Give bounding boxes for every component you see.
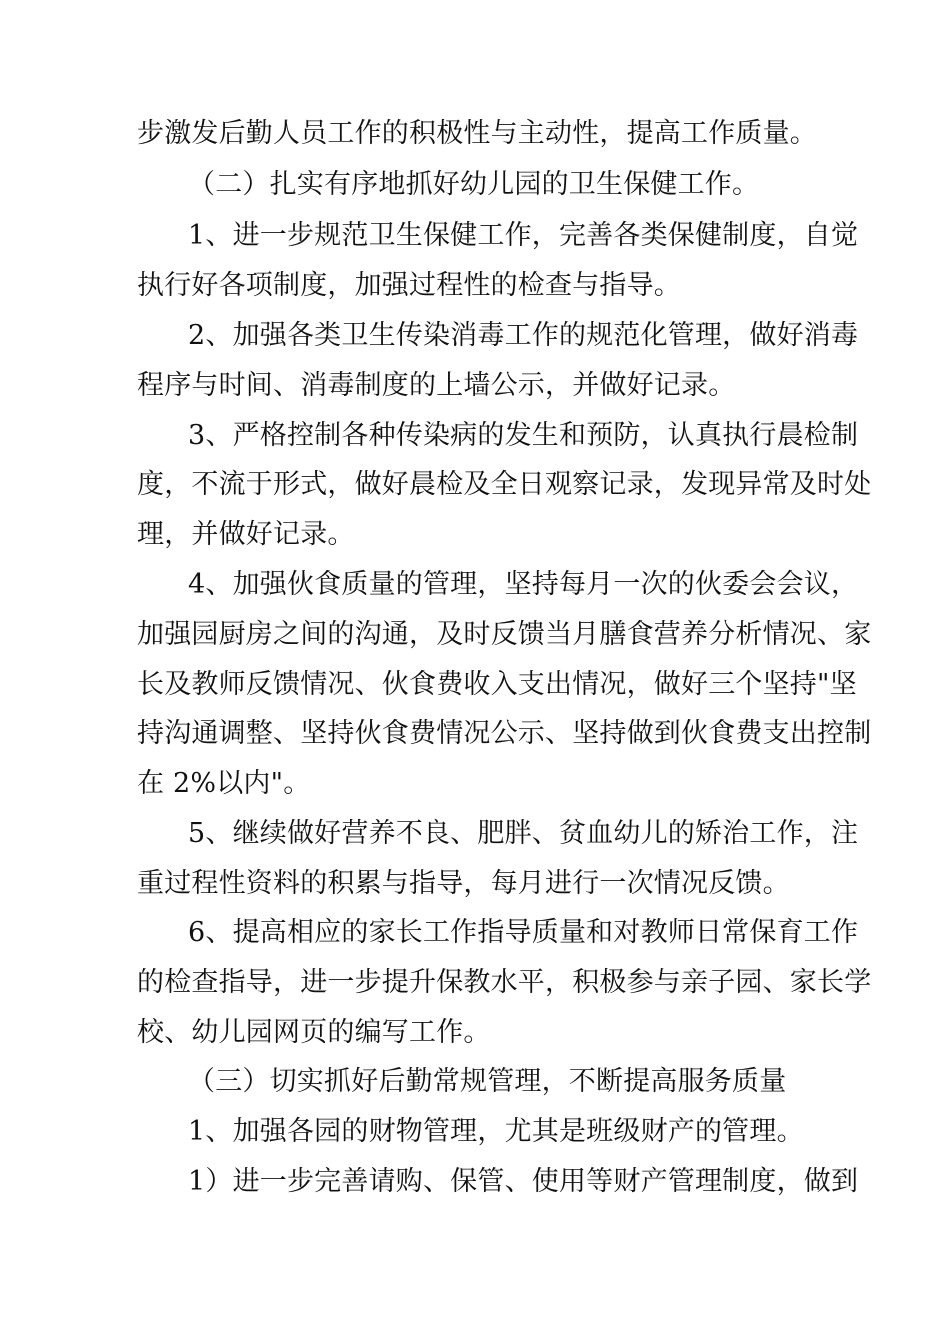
text-line: 3、严格控制各种传染病的发生和预防，认真执行晨检制 (188, 420, 859, 451)
text-line: 的检查指导，进一步提升保教水平，积极参与亲子园、家长学 (137, 967, 872, 998)
text-line: 长及教师反馈情况、伙食费收入支出情况，做好三个坚持"坚 (137, 669, 857, 700)
text-line: 度，不流于形式，做好晨检及全日观察记录，发现异常及时处 (137, 469, 872, 500)
text-line: 5、继续做好营养不良、肥胖、贫血幼儿的矫治工作，注 (188, 818, 859, 849)
text-line: 步激发后勤人员工作的积极性与主动性，提高工作质量。 (137, 118, 817, 149)
text-line: 理，并做好记录。 (137, 519, 355, 550)
text-line: 校、幼儿园网页的编写工作。 (137, 1017, 491, 1048)
text-line: 持沟通调整、坚持伙食费情况公示、坚持做到伙食费支出控制 (137, 718, 872, 749)
text-line: 在 2%以内"。 (137, 768, 311, 799)
text-line: 1、进一步规范卫生保健工作，完善各类保健制度，自觉 (188, 220, 859, 251)
text-line: 1）进一步完善请购、保管、使用等财产管理制度，做到 (188, 1166, 859, 1197)
text-line: 加强园厨房之间的沟通，及时反馈当月膳食营养分析情况、家 (137, 619, 872, 650)
section-heading: （三）切实抓好后勤常规管理，不断提高服务质量 (188, 1066, 787, 1097)
text-line: 重过程性资料的积累与指导，每月进行一次情况反馈。 (137, 868, 790, 899)
text-line: 程序与时间、消毒制度的上墙公示，并做好记录。 (137, 370, 736, 401)
text-line: 6、提高相应的家长工作指导质量和对教师日常保育工作 (188, 917, 859, 948)
section-heading: （二）扎实有序地抓好幼儿园的卫生保健工作。 (188, 169, 760, 200)
text-line: 2、加强各类卫生传染消毒工作的规范化管理，做好消毒 (188, 320, 859, 351)
text-line: 执行好各项制度，加强过程性的检查与指导。 (137, 270, 681, 301)
text-line: 1、加强各园的财物管理，尤其是班级财产的管理。 (188, 1116, 804, 1147)
text-line: 4、加强伙食质量的管理，坚持每月一次的伙委会会议， (188, 569, 859, 600)
